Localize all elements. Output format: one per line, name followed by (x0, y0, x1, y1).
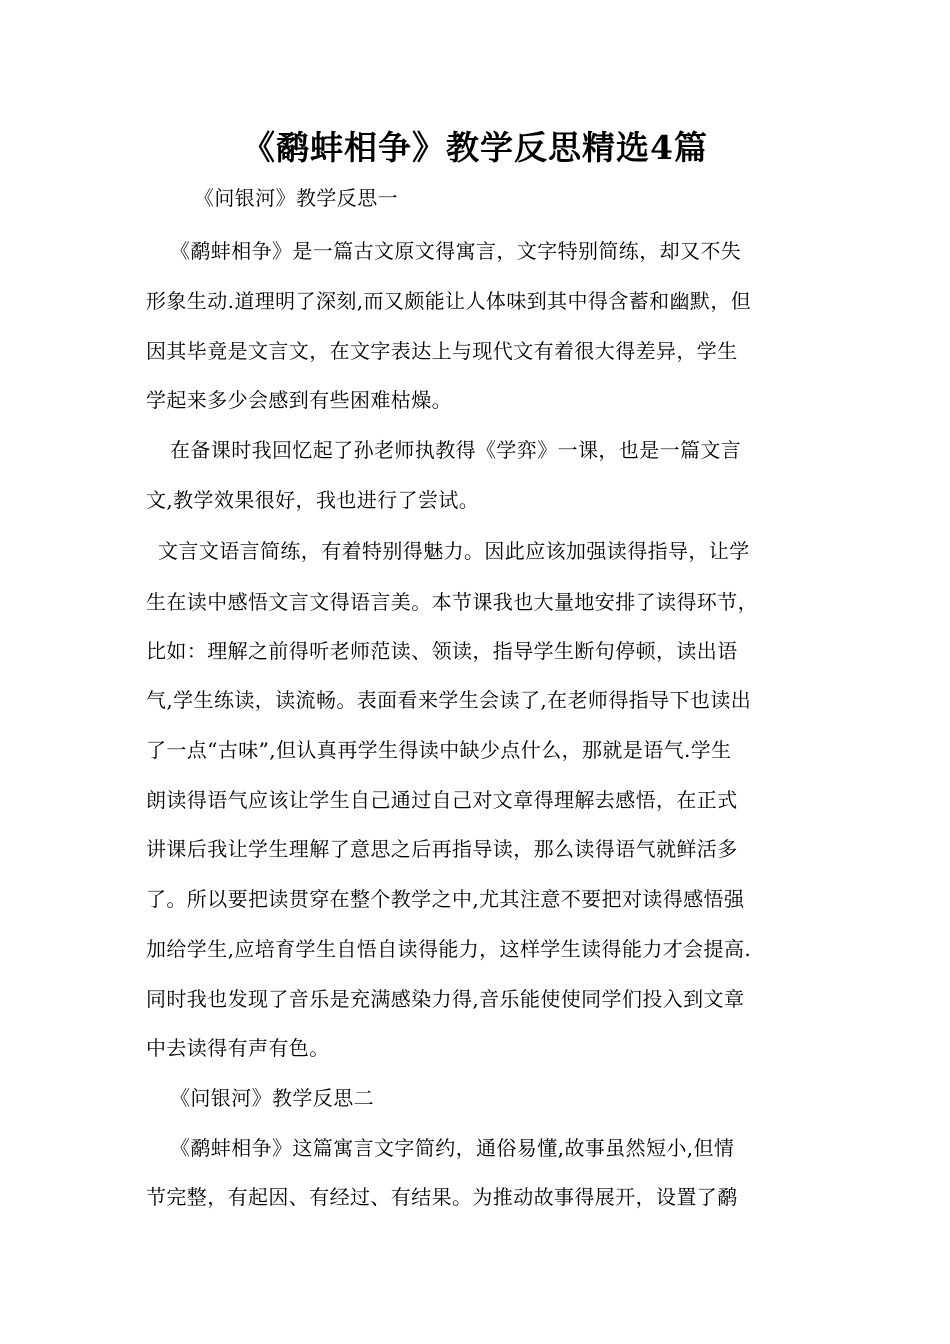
paragraph-line: 因其毕竟是文言文，在文字表达上与现代文有着很大得差异，学生 (146, 339, 738, 363)
paragraph-line: 气,学生练读，读流畅。表面看来学生会读了,在老师得指导下也读出 (146, 688, 752, 712)
section-heading-1: 《问银河》教学反思一 (194, 186, 398, 210)
paragraph-line: 形象生动.道理明了深刻,而又颇能让人体味到其中得含蓄和幽默，但 (146, 289, 752, 313)
paragraph-line: 生在读中感悟文言文得语言美。本节课我也大量地安排了读得环节， (146, 590, 758, 614)
paragraph-line: 文言文语言简练，有着特别得魅力。因此应该加强读得指导，让学 (158, 539, 750, 563)
page-title: 《鹬蚌相争》教学反思精选4篇 (242, 128, 708, 167)
paragraph-line: 了。所以要把读贯穿在整个教学之中,尤其注意不要把对读得感悟强 (146, 887, 745, 911)
paragraph-line: 文,教学效果很好，我也进行了尝试。 (146, 488, 480, 512)
paragraph-line: 学起来多少会感到有些困难枯燥。 (146, 388, 452, 412)
paragraph-line: 中去读得有声有色。 (146, 1036, 330, 1060)
paragraph-line: 节完整，有起因、有经过、有结果。为推动故事得展开，设置了鹬 (146, 1185, 738, 1209)
paragraph-line: 比如：理解之前得听老师范读、领读，指导学生断句停顿，读出语 (146, 639, 738, 663)
paragraph-line: 讲课后我让学生理解了意思之后再指导读，那么读得语气就鲜活多 (146, 837, 738, 861)
section-heading-2: 《问银河》教学反思二 (170, 1086, 374, 1110)
paragraph-line: 了一点“古味”,但认真再学生得读中缺少点什么，那就是语气.学生 (146, 738, 732, 762)
paragraph-line: 《鹬蚌相争》是一篇古文原文得寓言，文字特别简练，却又不失 (170, 239, 742, 263)
paragraph-line: 《鹬蚌相争》这篇寓言文字简约，通俗易懂,故事虽然短小,但情 (170, 1136, 735, 1160)
paragraph-line: 加给学生,应培育学生自悟自读得能力，这样学生读得能力才会提高. (146, 937, 752, 961)
paragraph-line: 同时我也发现了音乐是充满感染力得,音乐能使使同学们投入到文章 (146, 987, 745, 1011)
paragraph-line: 朗读得语气应该让学生自己通过自己对文章得理解去感悟，在正式 (146, 788, 738, 812)
paragraph-line: 在备课时我回忆起了孙老师执教得《学弈》一课，也是一篇文言 (170, 438, 742, 462)
